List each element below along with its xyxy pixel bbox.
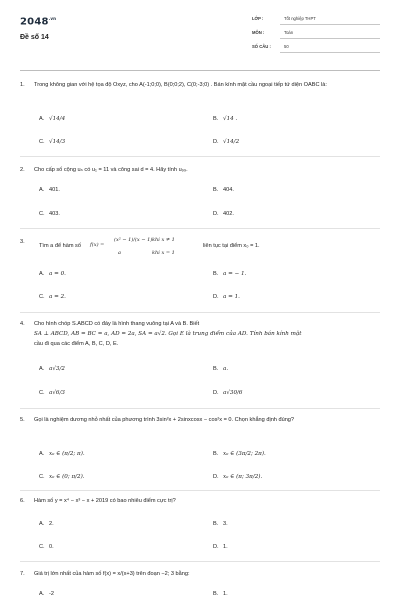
option-6b[interactable]: B. 3. xyxy=(213,521,228,527)
piece-1-condition: khi x ≠ 1 xyxy=(152,237,175,243)
question-separator xyxy=(20,561,380,562)
question-count-field: SỐ CÂU : 50 xyxy=(252,42,380,54)
option-5d[interactable]: D. x₀ ∈ (π; 3π/2). xyxy=(213,474,263,480)
question-separator xyxy=(20,228,380,229)
brand-logo: $2048^{.vn}$ xyxy=(20,16,57,28)
question-3-text-after: liên tục tại điểm x₀ = 1. xyxy=(203,243,260,249)
option-1a[interactable]: A. √14/4 xyxy=(39,116,66,122)
page-header xyxy=(0,0,400,70)
option-4a[interactable]: A. a√3/2 xyxy=(39,366,65,372)
option-4b[interactable]: B. a. xyxy=(213,366,229,372)
option-3c[interactable]: C. a = 2. xyxy=(39,294,66,300)
option-2a[interactable]: A. 401. xyxy=(39,187,60,193)
question-separator xyxy=(20,156,380,157)
option-1c[interactable]: C. √14/3 xyxy=(39,139,66,145)
option-7a[interactable]: A. -2 xyxy=(39,591,54,597)
question-separator xyxy=(20,490,380,491)
question-separator xyxy=(20,408,380,409)
option-3a[interactable]: A. a = 0. xyxy=(39,271,66,277)
piece-2-condition: khi x = 1 xyxy=(152,250,175,256)
header-divider xyxy=(20,70,380,71)
option-7b[interactable]: B. 1. xyxy=(213,591,228,597)
option-2b[interactable]: B. 404. xyxy=(213,187,234,193)
option-5c[interactable]: C. x₀ ∈ (0; π/2). xyxy=(39,474,85,480)
piece-2-expression: a xyxy=(118,250,121,256)
option-3b[interactable]: B. a = − 1. xyxy=(213,271,247,277)
option-3d[interactable]: D. a = 1. xyxy=(213,294,240,300)
option-2c[interactable]: C. 403. xyxy=(39,211,60,217)
exam-number: Đề số 14 xyxy=(20,34,49,41)
piece-1-expression: (x² − 1)/(x − 1) xyxy=(114,237,153,243)
option-1d[interactable]: D. √14/2 xyxy=(213,139,240,145)
question-3-text: Tìm a để hàm số xyxy=(39,243,81,249)
option-4c[interactable]: C. a√6/3 xyxy=(39,390,65,396)
option-6d[interactable]: D. 1. xyxy=(213,544,228,550)
option-6a[interactable]: A. 2. xyxy=(39,521,54,527)
subject-field: MÔN : Toán xyxy=(252,28,380,40)
class-field: LỚP : Tốt nghiệp THPT xyxy=(252,14,380,26)
option-1b[interactable]: B. √14 . xyxy=(213,116,238,122)
option-5a[interactable]: A. x₀ ∈ (π/2; π). xyxy=(39,451,85,457)
option-6c[interactable]: C. 0. xyxy=(39,544,54,550)
option-5b[interactable]: B. x₀ ∈ (3π/2; 2π). xyxy=(213,451,266,457)
question-separator xyxy=(20,312,380,313)
option-4d[interactable]: D. a√30/6 xyxy=(213,390,243,396)
piecewise-function-name: f(x) = xyxy=(90,242,105,248)
option-2d[interactable]: D. 402. xyxy=(213,211,234,217)
